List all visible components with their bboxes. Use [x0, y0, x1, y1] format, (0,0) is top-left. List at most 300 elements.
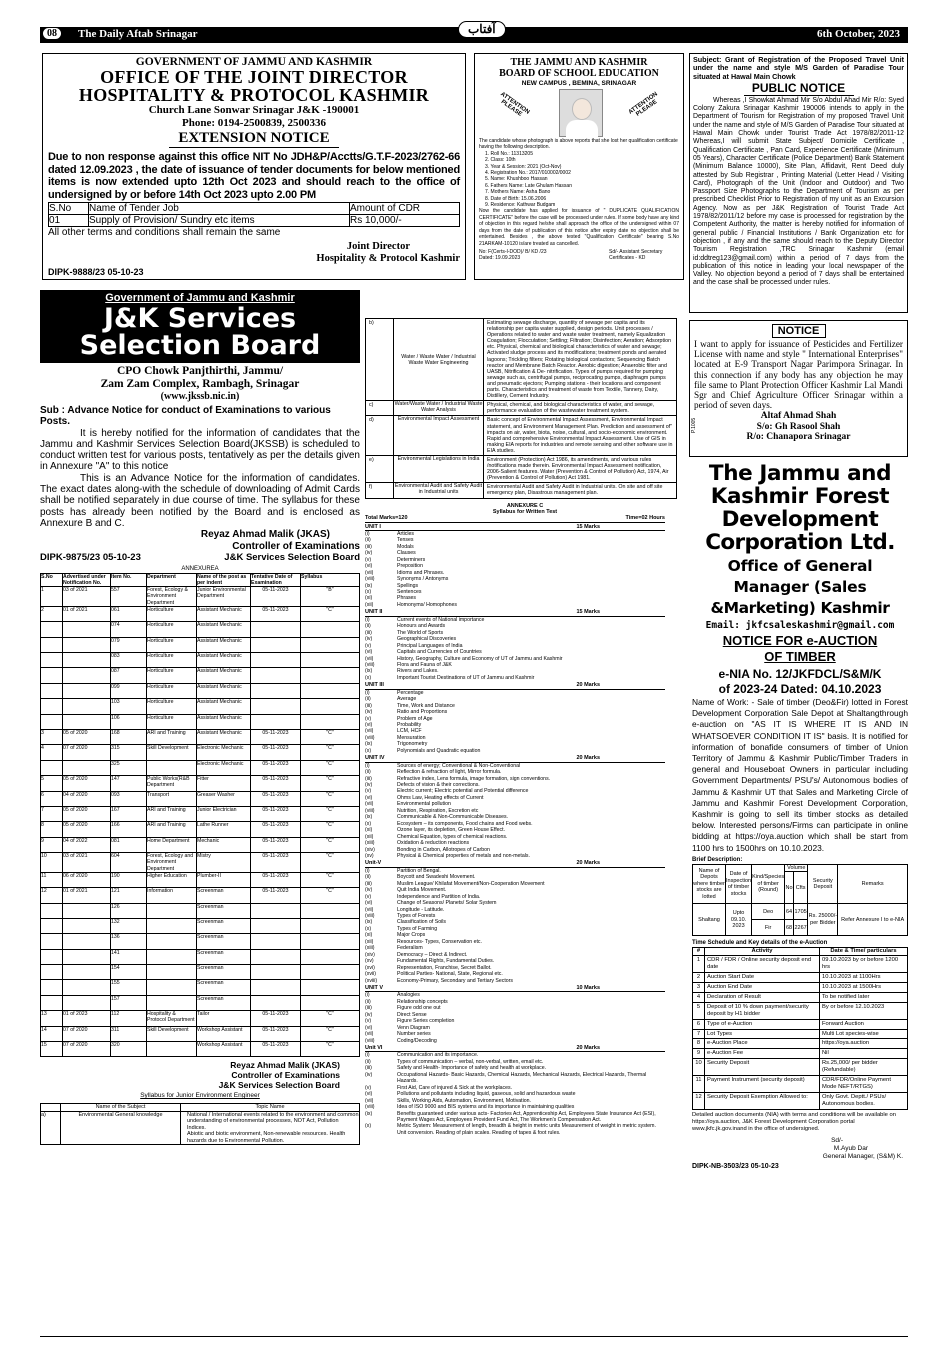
list-item: (xi) Phrases: [365, 595, 417, 602]
unit-topic: Types of Farming: [397, 925, 438, 932]
list-item: (xiii) Federalism: [365, 945, 423, 952]
table-cell: [41, 918, 63, 933]
list-item: (ii) Honours and Awards: [365, 623, 446, 630]
table-row: [41, 934, 360, 949]
table-cell: Fir: [752, 920, 785, 936]
unit-topic: Problem of Age: [397, 715, 433, 722]
table-cell: Home Department: [147, 837, 197, 852]
list-item: (i) Communication and its importance.: [365, 1052, 479, 1059]
table-cell: [63, 980, 111, 995]
forest-office-3: &Marketing) Kashmir: [710, 599, 890, 617]
paper-name: The Daily Aftab Srinagar: [78, 28, 198, 40]
syllabus-title: Syllabus for Junior Environment Engineer: [140, 1092, 260, 1100]
pest-title: NOTICE: [772, 324, 826, 338]
table-cell: 167: [111, 806, 147, 821]
table-cell: Amount of CDR: [350, 203, 460, 215]
list-item: (v) Figure Series completion: [365, 1018, 455, 1025]
unit-topic: Refractive index, Lens formula, image formation, sign conventions.: [397, 775, 551, 782]
hosp-body: Due to non response against this office NIT No JDH&P/Acctts/G.T.F-2023/2762-66 dated 12.09.2023 , the date of issuance of tender documents for below mentioned items is now extended upto 12th Oct 2023 and should reach to the office of undersigned by or before 14th Oct 2023 upto 2.00 PM: [48, 151, 460, 201]
table-cell: Declaration of Result: [705, 992, 820, 1002]
unit-topic: Types of communication – verbal, non-verbal, written, email etc.: [397, 1058, 544, 1065]
table-cell: [251, 653, 301, 668]
unit-topic: Spellings: [397, 582, 419, 589]
list-item: (xiii) Oxidation & reduction reactions: [365, 840, 470, 847]
table-row: [366, 483, 677, 498]
unit-topic: Occupational Hazards- Basic Hazards, Chemical Hazards, Mechanical Hazards, Electrical Hazards, Thermal Hazards.: [397, 1071, 647, 1085]
table-cell: 05-11-2023: [251, 745, 301, 760]
table-cell: Mechanic: [197, 837, 251, 852]
table-cell: Lathe Runner: [197, 822, 251, 837]
bose-item: 1. Roll No.: 11313205: [485, 150, 533, 157]
table-cell: 112: [111, 1011, 147, 1026]
table-cell: [41, 980, 63, 995]
bose-no: No: F(Certs-I-DOD)/ B/ KD /23: [479, 248, 547, 255]
table-cell: Screenman: [197, 949, 251, 964]
table-cell: 8: [41, 822, 63, 837]
list-item: (ii) Boycott and Swadeshi Movement.: [365, 874, 476, 881]
brief-description-title: Brief Description:: [692, 856, 743, 863]
table-cell: Basic concept of Environmental Impact Assessment, Environmental Impact statement, and Environment Management Plan. Prediction and assessment of" impacts on air, water, biota, noise, cultural, and socio-economic environment. Rapid and comprehensive Environmental Impact Assessment. Use of GIS in making EIA reports for industries and remote sensing and other software use in EIA studies.: [484, 416, 677, 456]
table-cell: [147, 949, 197, 964]
table-cell: "B": [301, 587, 360, 607]
unit-topic: Muslim League/ Khilafat Movement/Non-Cooperation Movement: [397, 880, 545, 887]
ssb-bottom-sign-1: Reyaz Ahmad Malik (JKAS): [230, 1060, 340, 1071]
table-row: [41, 760, 360, 775]
bose-items: [479, 151, 679, 209]
table-cell: Environment (Protection) Act 1986, its amendments, and various rules /notifications made therein. Environmental Impact Assessment notification, 2006-Salient features. Water (Prevention & Control of Pollution) Act, 1974, Air (Prevention & Control of Pollution) Act 1981.: [484, 455, 677, 482]
unit-topic: Safety and Health- Importance of safety and health at workplace.: [397, 1065, 547, 1072]
table-cell: [251, 683, 301, 698]
table-cell: Environmental Audit and Safety Audit in Industrial units. On site and off site emergency plan, Disastrous management plan.: [484, 483, 677, 498]
unit-topic: Democracy – Direct & Indirect.: [397, 951, 468, 958]
table-cell: Screenman: [197, 995, 251, 1010]
table-cell: [251, 637, 301, 652]
table-cell: [41, 699, 63, 714]
table-cell: Electronic Mechanic: [197, 745, 251, 760]
table-cell: 04 of 2022: [63, 837, 111, 852]
table-cell: 1: [693, 956, 705, 973]
table-cell: 166: [111, 822, 147, 837]
table-cell: 05-11-2023: [251, 872, 301, 887]
table-cell: 9: [693, 1049, 705, 1059]
table-cell: "C": [301, 872, 360, 887]
table-cell: [147, 980, 197, 995]
table-cell: [251, 934, 301, 949]
table-cell: [301, 995, 360, 1010]
unit-topic: First Aid, Care of injured & Sick at the workplaces.: [397, 1084, 513, 1091]
table-cell: 06 of 2020: [63, 872, 111, 887]
table-cell: Supply of Provision/ Sundry etc items: [89, 215, 350, 227]
table-cell: 05-11-2023: [251, 776, 301, 791]
table-cell: Information: [147, 888, 197, 903]
table-cell: "C": [301, 791, 360, 806]
unit-topic: Change of Seasons/ Planets/ Solar System: [397, 900, 497, 907]
list-item: (x) Ecosystem – its components, Food chains and Food webs.: [365, 820, 533, 827]
bose-address: NEW CAMPUS , BEMINA, SRINAGAR: [521, 80, 637, 87]
table-cell: https://oya.auction: [820, 1039, 908, 1049]
bose-item: 6. Fathers Name: Late Ghulam Hassan: [485, 182, 572, 189]
table-cell: [41, 965, 63, 980]
table-cell: Junior Environmental Department: [197, 587, 251, 607]
column-header: Topic Name: [181, 1104, 360, 1112]
table-row: [41, 776, 360, 791]
table-cell: 01 of 2021: [63, 888, 111, 903]
table-cell: 8: [693, 1039, 705, 1049]
column-header: Date of Inspection of timber stocks: [726, 864, 752, 904]
table-cell: [301, 949, 360, 964]
list-item: (vii) Environmental pollution: [365, 801, 451, 808]
column-header: Syllabus: [301, 573, 360, 586]
table-cell: "C": [301, 776, 360, 791]
table-cell: e-Auction Fee: [705, 1049, 820, 1059]
ssb-sign-1: Reyaz Ahmad Malik (JKAS): [200, 529, 330, 541]
table-cell: Assistant Mechanic: [197, 730, 251, 745]
table-cell: 4: [693, 992, 705, 1002]
table-cell: [147, 918, 197, 933]
unit-topic: Analogies: [397, 992, 420, 999]
pest-code: P.1005: [691, 417, 697, 433]
table-cell: Transport: [147, 791, 197, 806]
table-row: [41, 606, 360, 621]
list-item: (vi) Change of Seasons/ Planets/ Solar System: [365, 900, 497, 907]
table-cell: "C": [301, 1011, 360, 1026]
jkssb-notice: [40, 290, 360, 1365]
bose-photo-area: [479, 88, 679, 138]
table-cell: Skill Development: [147, 1026, 197, 1041]
table-cell: c): [366, 401, 394, 416]
ssb-address-2: Zam Zam Complex, Rambagh, Srinagar: [100, 378, 300, 390]
table-cell: Screenman: [197, 918, 251, 933]
unit-topic: Preposition: [397, 563, 423, 570]
table-row: [693, 864, 908, 872]
table-cell: 68: [785, 920, 794, 936]
table-cell: 05-11-2023: [251, 837, 301, 852]
list-item: (vii) Idioms and Phrases.: [365, 569, 445, 576]
table-cell: Horticulture: [147, 653, 197, 668]
list-item: (v) Determiners: [365, 556, 426, 563]
forest-body: Name of Work: - Sale of timber (Deo&Fir) lotted in Forest Development Corporation Sale Depot at Shaltangthrough e-auction on "AS IT IS WHERE IT IS AND IN WHATSOEVER CONDITION IT IS" basis. It is notified for information of bonafide consumers of timber of Union Territory of Jammu & Kashmir Public/Timber Traders in general and Houseboat Owners in particular including Government Departments/ PSU's/ Autonomous bodies of Jammu & Kashmir UT that Sales and Marketing Circle of Jammu and Kashmir Forest Development Corporation, Kashmir is going to sell its timber stocks as detailed below. Interested persons/Firms can participate in online bidding at https://oya.auction which shall be start from 1100 hrs to 1500hrs on 10.10.2023.: [692, 697, 908, 853]
table-cell: 325: [111, 760, 147, 775]
table-row: [41, 965, 360, 980]
page-bottom-rule: [40, 1336, 908, 1337]
list-item: (xii) Resources- Types, Conservation etc.: [365, 938, 482, 945]
unit-topic: Defects of vision & their corrections.: [397, 782, 480, 789]
unit-topic: Resources- Types, Conservation etc.: [397, 938, 482, 945]
table-row: [41, 822, 360, 837]
table-cell: ARI and Training: [147, 822, 197, 837]
unit-name: UNIT I: [365, 523, 381, 530]
table-cell: Rs 10,000/-: [350, 215, 460, 227]
table-cell: 154: [111, 965, 147, 980]
table-cell: 05-11-2023: [251, 1011, 301, 1026]
unit-topic: Polynomials and Quadratic equation: [397, 747, 481, 754]
unit-header: [365, 524, 665, 531]
table-cell: 05-11-2023: [251, 888, 301, 903]
ssb-bottom-sign-3: J&K Services Selection Board: [218, 1080, 340, 1091]
column-header: No: [785, 872, 794, 904]
unit-marks: 15 Marks: [576, 609, 600, 616]
table-row: [41, 903, 360, 918]
table-row: [41, 699, 360, 714]
hosp-note: All other terms and conditions shall remain the same: [48, 227, 281, 238]
table-cell: 1705: [793, 904, 807, 920]
annexure-c-title: ANNEXURE C: [506, 502, 544, 509]
table-cell: a): [41, 1111, 61, 1145]
list-item: (ii) Average: [365, 696, 417, 703]
list-item: (xv) Physical & Chemical properties of metals and non-metals.: [365, 853, 530, 859]
table-cell: [301, 683, 360, 698]
table-cell: 11: [693, 1076, 705, 1093]
table-cell: 7: [41, 806, 63, 821]
table-cell: 05 of 2020: [63, 806, 111, 821]
table-row: [41, 888, 360, 903]
list-item: (iv) Geographical Discoveries: [365, 636, 457, 643]
list-item: (xii) Homonyms/ Homophones: [365, 601, 457, 608]
table-cell: 05-11-2023: [251, 606, 301, 621]
unit-topic: Sentences: [397, 589, 422, 596]
unit-topic: Principal Languages of India: [397, 642, 463, 649]
unit-topic: Environmental pollution: [397, 801, 451, 808]
table-cell: 05-11-2023: [251, 822, 301, 837]
unit-name: Unit-V: [365, 860, 382, 867]
list-item: (iii) The World of Sports: [365, 629, 444, 636]
list-item: (viii) Synonyms / Antonyms: [365, 576, 449, 583]
total-marks: Total Marks=120: [365, 514, 408, 521]
table-cell: 05-11-2023: [251, 1042, 301, 1057]
table-cell: 03 of 2021: [63, 853, 111, 873]
table-cell: Horticulture: [147, 683, 197, 698]
table-cell: [147, 934, 197, 949]
unit-name: UNIT V: [365, 985, 384, 992]
table-cell: Forward Auction: [820, 1019, 908, 1029]
unit-topic: Physical & Chemical properties of metals and non-metals.: [397, 853, 530, 859]
unit-name: UNIT III: [365, 682, 384, 689]
bose-item: 5. Name: Khushboo Hassan: [485, 176, 548, 183]
table-cell: Greaser Washer: [197, 791, 251, 806]
list-item: (vii) LCM, HCF: [365, 728, 422, 735]
table-cell: [301, 622, 360, 637]
table-cell: "C": [301, 822, 360, 837]
table-cell: Junior Electrician: [197, 806, 251, 821]
table-cell: 9: [41, 837, 63, 852]
table-cell: Water / Waste Water / Industrial Waste Water Engineering: [394, 319, 484, 401]
unit-topic: Rivers and Lakes.: [397, 668, 439, 675]
unit-topic: Quit India Movement.: [397, 887, 447, 894]
table-cell: 05 of 2020: [63, 776, 111, 791]
unit-marks: 20 Marks: [576, 682, 600, 689]
hosp-dept: HOSPITALITY & PROTOCOL KASHMIR: [78, 85, 430, 105]
unit-topic: Metric System: Measurement of length, breadth & height in metric units Measurement of weight in metric system. Unit conversion. Reading of plain scales. Reading of tapes & foot rules.: [397, 1123, 656, 1136]
table-cell: Plumber-II: [197, 872, 251, 887]
table-cell: 05-11-2023: [251, 760, 301, 775]
forest-signatory-designation: General Manager, (S&M) K.: [822, 1152, 903, 1160]
unit-header: [365, 860, 665, 867]
table-row: [41, 730, 360, 745]
table-row: [693, 1019, 908, 1029]
forest-signatory-name: M.Ayub Dar: [833, 1144, 868, 1152]
table-cell: [63, 760, 111, 775]
forest-office-1: Office of General: [727, 557, 873, 575]
engineering-syllabus-table: [365, 318, 677, 499]
table-cell: 01: [49, 215, 89, 227]
list-item: (ii) Types of communication – verbal, non-verbal, written, email etc.: [365, 1058, 544, 1065]
hosp-table: [48, 202, 460, 227]
unit-topic: Representation, Franchise, Secret Ballot.: [397, 964, 492, 971]
table-cell: [251, 965, 301, 980]
bose-dated: Dated: 19.09.2023: [479, 255, 521, 262]
table-cell: Assistant Mechanic: [197, 606, 251, 621]
forest-nia-1: e-NIA No. 12/JKFDCL/S&M/K: [718, 667, 882, 681]
table-cell: [147, 903, 197, 918]
table-cell: Screenman: [197, 903, 251, 918]
hosp-address: Church Lane Sonwar Srinagar J&K -190001: [148, 104, 360, 116]
bose-item: 7. Mothers Name: Asha Bano: [485, 189, 551, 196]
unit-marks: 20 Marks: [576, 860, 600, 867]
table-row: [693, 992, 908, 1002]
table-row: [693, 1049, 908, 1059]
forest-title-3: Development: [721, 507, 879, 532]
table-cell: [41, 903, 63, 918]
unit-name: UNIT II: [365, 609, 383, 616]
unit-topic: The World of Sports: [397, 629, 444, 636]
list-item: (iii) Modals: [365, 543, 414, 550]
table-cell: 061: [111, 606, 147, 621]
table-row: [366, 319, 677, 401]
travel-public-notice: [689, 53, 908, 313]
table-cell: 155: [111, 980, 147, 995]
ssb-annex-title: ANNEXUREA: [181, 565, 219, 572]
list-item: (xiv) Democracy – Direct & Indirect.: [365, 951, 468, 958]
unit-topic: Idioms and Phrases.: [397, 569, 445, 576]
list-item: (xi) Major Crops: [365, 932, 426, 939]
list-item: (i) Articles: [365, 530, 415, 537]
column-header: Date & Time/ particulars: [820, 948, 908, 956]
table-row: [41, 745, 360, 760]
table-cell: Assistant Mechanic: [197, 714, 251, 729]
bose-intro: The candidate whose photograph is above reports that she lost her qualification certificate having the following description.: [479, 138, 678, 151]
table-cell: 5: [41, 776, 63, 791]
unit-topic: Modals: [397, 543, 414, 550]
table-cell: 12: [693, 1092, 705, 1109]
table-cell: 12: [41, 888, 63, 903]
list-item: (viii) Flora and Fauna of J&K: [365, 661, 452, 668]
table-cell: 157: [111, 995, 147, 1010]
table-cell: [147, 760, 197, 775]
table-cell: 081: [111, 837, 147, 852]
table-cell: ARI and Training: [147, 806, 197, 821]
list-item: (xv) Fundamental Rights, Fundamental Duties.: [365, 958, 495, 965]
table-row: [41, 622, 360, 637]
table-cell: [63, 965, 111, 980]
ssb-sign-3: J&K Services Selection Board: [224, 551, 360, 563]
table-cell: ARI and Training: [147, 730, 197, 745]
table-cell: d): [366, 416, 394, 456]
list-item: Abiotic and biotic environment, Non-renewable resources. Health hazards due to Environmental Pollution.: [187, 1131, 346, 1144]
list-item: (iv) Quit India Movement.: [365, 887, 447, 894]
bose-footer: [479, 249, 679, 262]
table-cell: [301, 934, 360, 949]
table-cell: 093: [111, 791, 147, 806]
table-cell: [301, 980, 360, 995]
ssb-title-1: J&K Services: [103, 303, 297, 334]
table-cell: [301, 668, 360, 683]
table-cell: [251, 714, 301, 729]
list-item: (ix) Spellings: [365, 582, 419, 589]
unit-topic: Ohms Law, Heating effects of Current: [397, 794, 484, 801]
unit-topic: Federalism: [397, 945, 423, 952]
table-row: [366, 401, 677, 416]
syllabus-units: [365, 524, 665, 1137]
unit-topic: Figure Series completion: [397, 1018, 455, 1025]
unit-topic: Chemical Equation, types of chemical reactions.: [397, 833, 508, 840]
unit-marks: 15 Marks: [576, 523, 600, 530]
table-cell: Assistant Mechanic: [197, 699, 251, 714]
unit-topic: Major Crops: [397, 932, 426, 939]
table-cell: 09.10.2023 by or before 1200 hrs: [820, 956, 908, 973]
unit-name: Unit VI: [365, 1045, 383, 1052]
table-cell: b): [366, 319, 394, 401]
table-row: [41, 791, 360, 806]
table-cell: 136: [111, 934, 147, 949]
table-cell: Forest, Ecology & Environment Department: [147, 587, 197, 607]
unit-topic: Boycott and Swadeshi Movement.: [397, 874, 476, 881]
list-item: (iii) Safety and Health- Importance of safety and health at workplace.: [365, 1065, 547, 1072]
unit-topic: Pollutions and pollutants including liquid, gaseous, solid and hazardous waste: [397, 1091, 576, 1098]
table-cell: [181, 1111, 360, 1145]
forest-dipk: DIPK-NB-3503/23 05-10-23: [692, 1162, 779, 1170]
forest-email: Email: jkfcsaleskashmir@gmail.com: [705, 620, 895, 631]
list-item: (v) Problem of Age: [365, 715, 433, 722]
table-cell: Environmental Impact Assessment: [394, 416, 484, 456]
unit-header: [365, 985, 665, 992]
forest-notice-title-1: NOTICE FOR e-AUCTION: [722, 633, 878, 648]
unit-topic: Types of Forests: [397, 913, 436, 920]
table-cell: 11: [41, 872, 63, 887]
list-item: (xvi) Representation, Franchise, Secret Ballot.: [365, 964, 492, 971]
table-cell: Water/Waste Water / Industrial Waste Water Analysis: [394, 401, 484, 416]
unit-topic: Current events of National importance: [397, 616, 485, 623]
unit-topic: Geographical Discoveries: [397, 636, 457, 643]
list-item: (iii) Time, Work and Distance: [365, 702, 455, 709]
forest-title-4: Corporation Ltd.: [705, 530, 895, 555]
table-cell: Assistant Mechanic: [197, 683, 251, 698]
unit-topic: Fundamental Rights, Fundamental Duties.: [397, 958, 495, 965]
unit-topic: Idea of ISO 9000 and BIS systems and its importance in maintaining qualities: [397, 1104, 575, 1111]
table-cell: 320: [111, 1042, 147, 1057]
table-cell: [301, 965, 360, 980]
table-cell: "C": [301, 606, 360, 621]
table-cell: 04 of 2020: [63, 791, 111, 806]
list-item: (iv) Direct Sense: [365, 1011, 427, 1018]
pesticide-notice: [689, 320, 908, 457]
unit-topic: Honours and Awards: [397, 623, 446, 630]
table-cell: [301, 903, 360, 918]
table-row: [41, 995, 360, 1010]
table-cell: [63, 903, 111, 918]
table-cell: 4: [41, 745, 63, 760]
table-cell: 10.10.2023 at 1500Hrs: [820, 982, 908, 992]
table-cell: Horticulture: [147, 699, 197, 714]
forest-title-2: Kashmir Forest: [710, 484, 890, 509]
table-cell: 14: [41, 1026, 63, 1041]
table-cell: CDR/FDR/Online Payment Mode NEFT/RTGS): [820, 1076, 908, 1093]
table-cell: Public Works(R&B Department: [147, 776, 197, 791]
table-cell: [63, 934, 111, 949]
unit-topic: Important Tourist Destinations of UT of Jammu and Kashmir: [397, 674, 535, 681]
unit-topic: Synonyms / Antonyms: [397, 576, 449, 583]
table-cell: 168: [111, 730, 147, 745]
table-row: [41, 1042, 360, 1057]
